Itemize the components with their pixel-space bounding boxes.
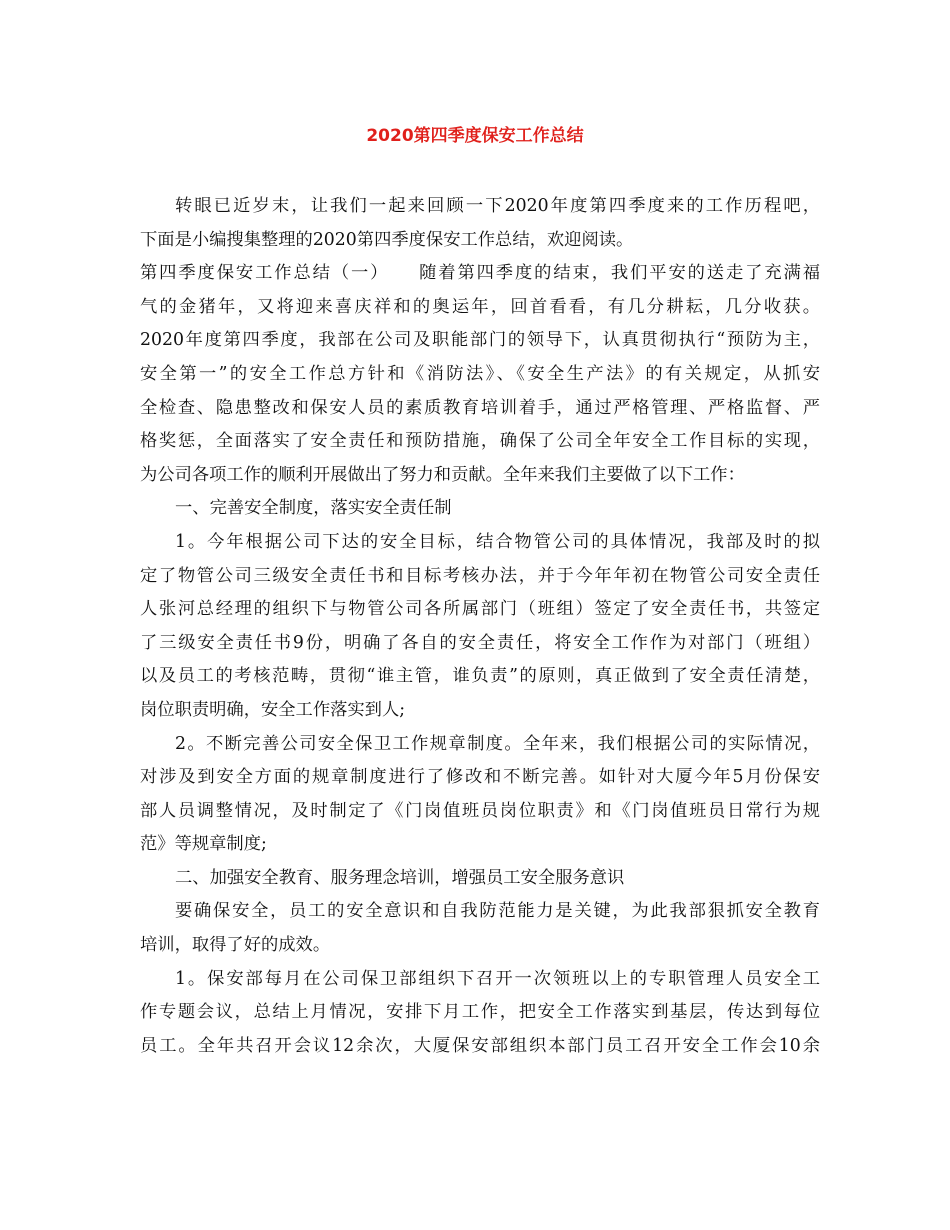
text-line: 下面是小编搜集整理的2020第四季度保安工作总结，欢迎阅读。: [140, 229, 634, 250]
text-line: 1。保安部每月在公司保卫部组织下召开一次领班以上的专职管理人员安全工: [175, 968, 820, 989]
text-line: 2020年度第四季度，我部在公司及职能部门的领导下，认真贯彻执行“预防为主，: [140, 330, 820, 351]
text-line: 了三级安全责任书9份，明确了各自的安全责任，将安全工作作为对部门（班组）: [140, 632, 820, 653]
text-line: 以及员工的考核范畴，贯彻“谁主管，谁负责”的原则，真正做到了安全责任清楚，: [140, 666, 820, 687]
text-line: 气的金猪年，又将迎来喜庆祥和的奥运年，回首看看，有几分耕耘，几分收获。: [140, 296, 820, 317]
text-line: 定了物管公司三级安全责任书和目标考核办法，并于今年年初在物管公司安全责任: [140, 565, 820, 586]
text-line: 人张河总经理的组织下与物管公司各所属部门（班组）签定了安全责任书，共签定: [140, 599, 820, 620]
document-title: 2020第四季度保安工作总结: [366, 126, 584, 146]
text-line: 员工。全年共召开会议12余次，大厦保安部组织本部门员工召开安全工作会10余: [140, 1035, 820, 1056]
text-line: 岗位职责明确，安全工作落实到人;: [140, 699, 406, 720]
text-line: 培训，取得了好的成效。: [140, 935, 331, 956]
text-line: 为公司各项工作的顺利开展做出了努力和贡献。全年来我们主要做了以下工作：: [140, 464, 745, 485]
text-line: 全检查、隐患整改和保安人员的素质教育培训着手，通过严格管理、严格监督、严: [140, 397, 820, 418]
text-line: 对涉及到安全方面的规章制度进行了修改和不断完善。如针对大厦今年5月份保安: [140, 767, 820, 788]
document-body: [140, 190, 820, 1063]
text-line: 1。今年根据公司下达的安全目标，结合物管公司的具体情况，我部及时的拟: [175, 531, 820, 552]
text-line: 作专题会议，总结上月情况，安排下月工作，把安全工作落实到基层，传达到每位: [140, 1002, 820, 1023]
text-line: 要确保安全，员工的安全意识和自我防范能力是关键，为此我部狠抓安全教育: [175, 901, 820, 922]
text-line: 2。不断完善公司安全保卫工作规章制度。全年来，我们根据公司的实际情况，: [175, 733, 820, 754]
text-line: 转眼已近岁末，让我们一起来回顾一下2020年度第四季度来的工作历程吧，: [175, 196, 820, 216]
text-line: 二、加强安全教育、服务理念培训，增强员工安全服务意识: [175, 867, 625, 888]
text-line: 一、完善安全制度，落实安全责任制: [175, 498, 452, 519]
text-line: 第四季度保安工作总结（一） 随着第四季度的结束，我们平安的送走了充满福: [140, 263, 820, 284]
text-line: 格奖惩，全面落实了安全责任和预防措施，确保了公司全年安全工作目标的实现，: [140, 431, 820, 452]
text-line: 部人员调整情况，及时制定了《门岗值班员岗位职责》和《门岗值班员日常行为规: [140, 800, 820, 821]
text-line: 范》等规章制度;: [140, 834, 267, 855]
text-line: 安全第一”的安全工作总方针和《消防法》、《安全生产法》的有关规定，从抓安: [140, 363, 820, 384]
